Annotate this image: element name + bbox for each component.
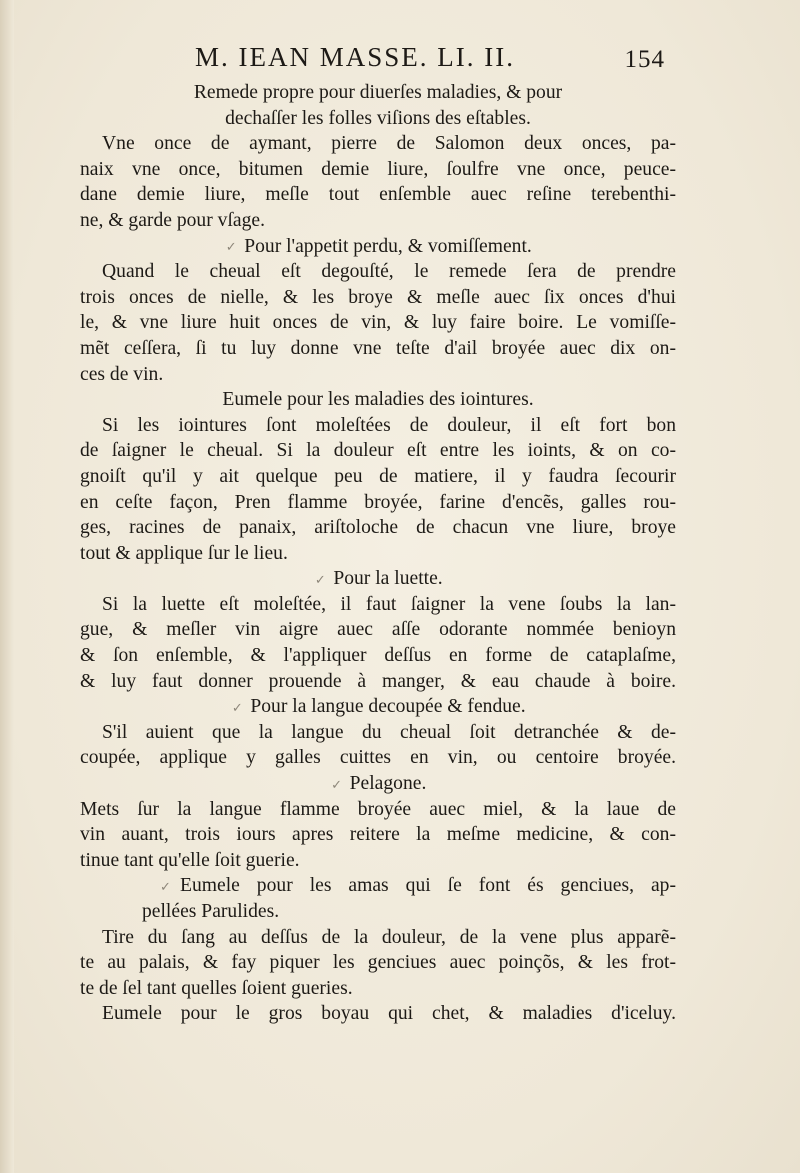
line-text: vin auant, trois iours apres reitere la meſme medicine, & con-	[80, 824, 676, 846]
line-text: Remede propre pour diuerſes maladies, & pour	[193, 82, 563, 103]
page-header	[195, 38, 665, 78]
text-line	[80, 873, 676, 899]
text-line	[80, 438, 676, 464]
margin-check-mark-icon: ✓	[231, 699, 243, 715]
text-line	[80, 208, 676, 234]
line-text: & ſon enſemble, & l'appliquer deſſus en forme de cataplaſme,	[80, 645, 676, 667]
text-line	[80, 387, 676, 413]
line-text: Pour la langue decoupée & fendue.	[250, 696, 526, 718]
line-text: te de ſel tant quelles ſoient gueries.	[80, 977, 353, 999]
running-title: M. IEAN MASSE. LI. II.	[195, 42, 515, 72]
line-text: tout & applique ſur le lieu.	[80, 542, 288, 564]
margin-check-mark-icon: ✓	[225, 239, 237, 255]
text-line	[80, 413, 676, 439]
line-text: en ceſte façon, Pren flamme broyée, farine d'encẽs, galles rou-	[80, 491, 676, 513]
text-line	[80, 464, 676, 490]
text-line	[80, 592, 676, 618]
text-line	[80, 259, 676, 285]
line-text: Si les iointures ſont moleſtées de douleur, il eſt fort bon	[102, 414, 676, 436]
line-text: coupée, applique y galles cuittes en vin, ou centoire broyée.	[80, 747, 676, 769]
line-text: Pelagone.	[349, 773, 427, 795]
text-line	[80, 822, 676, 848]
line-text: dane demie liure, meſle tout enſemble auec reſine terebenthi-	[80, 184, 676, 206]
margin-check-mark-icon: ✓	[160, 879, 171, 895]
text-line	[80, 285, 676, 311]
line-text: naix vne once, bitumen demie liure, ſoulfre vne once, peuce-	[80, 158, 676, 180]
text-line	[80, 234, 676, 260]
text-line	[80, 1001, 676, 1027]
line-text: te au palais, & fay piquer les genciues auec poinçõs, & les frot-	[80, 952, 676, 974]
line-text: Eumele pour le gros boyau qui chet, & maladies d'iceluy.	[102, 1003, 676, 1025]
line-text: trois onces de nielle, & les broye & meſle auec ſix onces d'hui	[80, 286, 676, 308]
line-text: Si la luette eſt moleſtée, il faut ſaigner la vene ſoubs la lan-	[102, 593, 676, 615]
line-text: dechaſſer les folles viſions des eſtables.	[225, 107, 531, 129]
text-line	[80, 694, 676, 720]
text-line	[80, 643, 676, 669]
text-line	[80, 617, 676, 643]
text-line	[80, 976, 676, 1002]
text-line	[80, 745, 676, 771]
text-line	[80, 925, 676, 951]
line-text: ces de vin.	[80, 363, 164, 385]
line-text: Quand le cheual eſt degouſté, le remede ſera de prendre	[102, 261, 676, 283]
text-line	[80, 771, 676, 797]
text-line	[80, 131, 676, 157]
line-text: ne, & garde pour vſage.	[80, 209, 265, 231]
text-line	[80, 848, 676, 874]
text-line	[80, 515, 676, 541]
text-line	[80, 80, 676, 106]
text-line	[80, 950, 676, 976]
page-number: 154	[624, 46, 665, 73]
text-line	[80, 310, 676, 336]
line-text: Eumele pour les maladies des iointures.	[222, 389, 534, 411]
line-text: Mets ſur la langue flamme broyée auec miel, & la laue de	[80, 798, 676, 820]
line-text: de ſaigner le cheual. Si la douleur eſt entre les ioints, & on co-	[80, 440, 676, 462]
margin-check-mark-icon: ✓	[314, 571, 326, 587]
line-text: le, & vne liure huit onces de vin, & luy faire boire. Le vomiſſe-	[80, 312, 676, 334]
line-text: Tire du ſang au deſſus de la douleur, de la vene plus apparẽ-	[102, 926, 676, 948]
line-text: mẽt ceſſera, ſi tu luy donne vne teſte d'ail broyée auec dix on-	[80, 337, 676, 359]
text-line	[80, 720, 676, 746]
text-line	[80, 490, 676, 516]
page-gutter	[0, 0, 14, 1173]
text-line	[80, 566, 676, 592]
line-text: Pour la luette.	[333, 568, 443, 590]
text-line	[80, 669, 676, 695]
text-line	[80, 541, 676, 567]
line-text: gnoiſt qu'il y ait quelque peu de matiere, il y faudra ſecourir	[80, 465, 676, 487]
line-text: gue, & meſler vin aigre auec aſſe odorante nommée benioyn	[80, 619, 676, 641]
line-text: & luy faut donner prouende à manger, & eau chaude à boire.	[80, 670, 676, 692]
line-text: pellées Parulides.	[142, 901, 280, 922]
line-text: Eumele pour les amas qui ſe font és genciues, ap-	[180, 875, 676, 897]
text-line	[80, 157, 676, 183]
text-line	[80, 106, 676, 132]
line-text: tinue tant qu'elle ſoit guerie.	[80, 849, 300, 871]
line-text: ges, racines de panaix, ariſtoloche de chacun vne liure, broye	[80, 517, 676, 539]
margin-check-mark-icon: ✓	[331, 776, 343, 792]
text-line	[80, 797, 676, 823]
line-text: S'il auient que la langue du cheual ſoit detranchée & de-	[102, 721, 676, 743]
text-line	[80, 336, 676, 362]
line-text: Pour l'appetit perdu, & vomiſſement.	[244, 235, 532, 257]
text-line	[80, 899, 676, 925]
text-line	[80, 362, 676, 388]
line-text: Vne once de aymant, pierre de Salomon deux onces, pa-	[102, 133, 676, 155]
text-line	[80, 182, 676, 208]
text-block	[80, 80, 676, 1027]
